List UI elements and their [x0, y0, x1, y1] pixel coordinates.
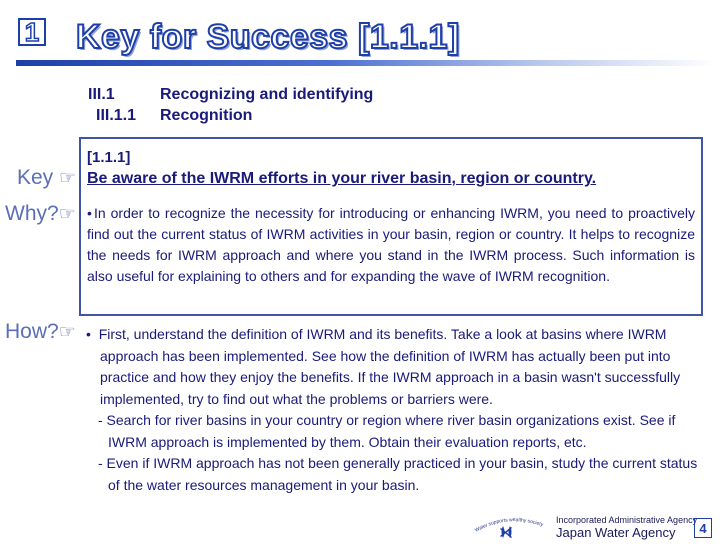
water-drop-emblem-icon [500, 526, 512, 538]
bullet: • [86, 326, 91, 342]
section-level2-id: III.1.1 [96, 107, 137, 124]
agency-type-text: Incorporated Administrative Agency [556, 515, 698, 525]
agency-name-text: Japan Water Agency [556, 525, 676, 540]
logo-arc-text: Water supports wealthy society [474, 517, 544, 534]
section-heading-level1 [88, 86, 115, 104]
how-label-text: How? [5, 320, 59, 343]
why-label-text: Why? [5, 202, 59, 225]
key-label-text: Key [17, 166, 54, 189]
why-label [5, 202, 76, 226]
pointing-hand-icon: ☞ [59, 168, 77, 189]
how-sub-item-2: - Even if IWRM approach has not been generally practiced in your basin, study the current status of the water resources management in your basin. [98, 455, 698, 493]
key-label [17, 166, 76, 190]
title-underline-bar [16, 60, 716, 66]
page-number-badge [694, 518, 712, 538]
section-level2-title: Recognition [160, 107, 253, 124]
why-paragraph [87, 203, 695, 287]
why-text: In order to recognize the necessity for introducing or enhancing IWRM, you need to proactively find out the current status of IWRM activities in your basin, region or country. It helps to recognize the needs for IWRM approach and where you stand in the IWRM process. Such information is also useful for explaining to others and for expanding the wave of IWRM recognition. [87, 205, 695, 284]
section-number: 1 [24, 16, 40, 47]
how-main-item [86, 324, 708, 410]
how-label [5, 320, 76, 344]
section-number-badge [18, 18, 46, 46]
section-level1-id: III.1 [88, 86, 115, 103]
how-sub-item-1: - Search for river basins in your country or region where river basin organizations exist. See if IWRM approach is implemented by them. Obtain their evaluation reports, etc. [98, 412, 676, 450]
how-main-text: First, understand the definition of IWRM and its benefits. Take a look at basins where IWRM approach has been implemented. See how the definition of IWRM has actually been put into practice and how they enjoy the benefits. If the IWRM approach in a basin wasn't successfully implemented, try to find out what the problems or barriers were. [98, 326, 681, 407]
key-id: [1.1.1] [87, 149, 131, 166]
section-level1-title: Recognizing and identifying [160, 86, 374, 103]
pointing-hand-icon: ☞ [58, 204, 76, 225]
pointing-hand-icon: ☞ [58, 322, 76, 343]
key-statement: Be aware of the IWRM efforts in your river basin, region or country. [87, 170, 597, 187]
bullet: • [87, 205, 92, 221]
how-section [86, 324, 708, 496]
page-number: 4 [699, 520, 707, 536]
slide-title: Key for Success [1.1.1] [76, 18, 460, 56]
